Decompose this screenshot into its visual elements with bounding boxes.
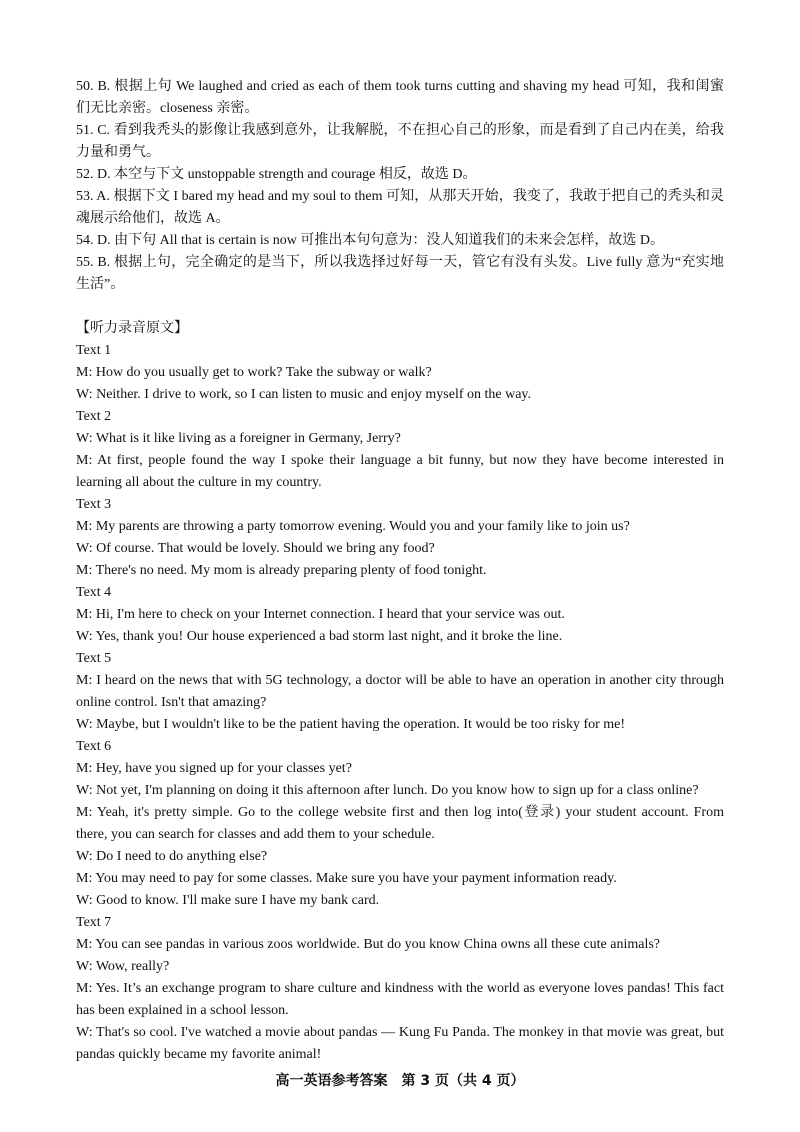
transcript-line: M: I heard on the news that with 5G technology, a doctor will be able to have an operation in another city through online control. Isn't that amazing? xyxy=(76,673,724,710)
answer-51: 51. C. 看到我秃头的影像让我感到意外，让我解脱，不在担心自己的形象，而是看到了自己内在美，给我力量和勇气。 xyxy=(76,123,724,160)
transcript-line: W: What is it like living as a foreigner in Germany, Jerry? xyxy=(76,431,401,446)
answer-55: 55. B. 根据上句，完全确定的是当下，所以我选择过好每一天，管它有没有头发。Live fully 意为“充实地生活”。 xyxy=(76,255,724,292)
section-gap xyxy=(76,296,724,318)
transcript-line: M: Yes. It’s an exchange program to share culture and kindness with the world as everyone loves pandas! This fact has been explained in a school lesson. xyxy=(76,981,724,1018)
transcript-line: Text 1 xyxy=(76,343,112,358)
transcript-line: M: How do you usually get to work? Take the subway or walk? xyxy=(76,365,432,380)
transcript-line: M: Yeah, it's pretty simple. Go to the college website first and then log into(登录) your student account. From there, you can search for classes and add them to your schedule. xyxy=(76,805,724,842)
transcript-line: M: You may need to pay for some classes. Make sure you have your payment information ready. xyxy=(76,871,617,886)
transcript-line: M: Hey, have you signed up for your classes yet? xyxy=(76,761,352,776)
transcript-line: Text 2 xyxy=(76,409,112,424)
transcript-line: Text 5 xyxy=(76,651,112,666)
transcript-line: Text 3 xyxy=(76,497,112,512)
transcript-line: W: Not yet, I'm planning on doing it this afternoon after lunch. Do you know how to sign up for a class online? xyxy=(76,783,699,798)
page-footer: 高一英语参考答案 第 3 页（共 4 页） xyxy=(275,1073,525,1089)
transcript-line: M: At first, people found the way I spoke their language a bit funny, but now they have become interested in learning all about the culture in my country. xyxy=(76,453,724,490)
transcript-line: W: Of course. That would be lovely. Should we bring any food? xyxy=(76,541,435,556)
transcript-line: W: Do I need to do anything else? xyxy=(76,849,268,864)
transcript-line: W: Yes, thank you! Our house experienced a bad storm last night, and it broke the line. xyxy=(76,629,563,644)
answer-52: 52. D. 本空与下文 unstoppable strength and courage 相反，故选 D。 xyxy=(76,167,477,182)
transcript-line: W: Neither. I drive to work, so I can listen to music and enjoy myself on the way. xyxy=(76,387,532,402)
transcript-title: 【听力录音原文】 xyxy=(76,321,188,336)
transcript-line: W: Maybe, but I wouldn't like to be the patient having the operation. It would be too risky for me! xyxy=(76,717,626,732)
transcript-line: Text 7 xyxy=(76,915,112,930)
transcript-body xyxy=(76,340,724,1066)
transcript-line: M: You can see pandas in various zoos worldwide. But do you know China owns all these cute animals? xyxy=(76,937,661,952)
transcript-line: Text 6 xyxy=(76,739,112,754)
answer-53: 53. A. 根据下文 I bared my head and my soul to them 可知，从那天开始，我变了，我敢于把自己的秃头和灵魂展示给他们，故选 A。 xyxy=(76,189,724,226)
answer-54: 54. D. 由下句 All that is certain is now 可推出本句句意为：没人知道我们的未来会怎样，故选 D。 xyxy=(76,233,664,248)
page-content xyxy=(76,76,724,1066)
transcript-line: M: My parents are throwing a party tomorrow evening. Would you and your family like to join us? xyxy=(76,519,630,534)
transcript-line: Text 4 xyxy=(76,585,112,600)
answer-50: 50. B. 根据上句 We laughed and cried as each of them took turns cutting and shaving my head 可知，我和闺蜜们无比亲密。closeness 亲密。 xyxy=(76,79,724,116)
transcript-line: M: There's no need. My mom is already preparing plenty of food tonight. xyxy=(76,563,487,578)
transcript-line: W: Wow, really? xyxy=(76,959,170,974)
transcript-line: W: Good to know. I'll make sure I have my bank card. xyxy=(76,893,380,908)
transcript-line: W: That's so cool. I've watched a movie about pandas — Kung Fu Panda. The monkey in that movie was great, but pandas quickly became my favorite animal! xyxy=(76,1025,724,1062)
answer-explanations xyxy=(76,76,724,296)
transcript-line: M: Hi, I'm here to check on your Internet connection. I heard that your service was out. xyxy=(76,607,565,622)
